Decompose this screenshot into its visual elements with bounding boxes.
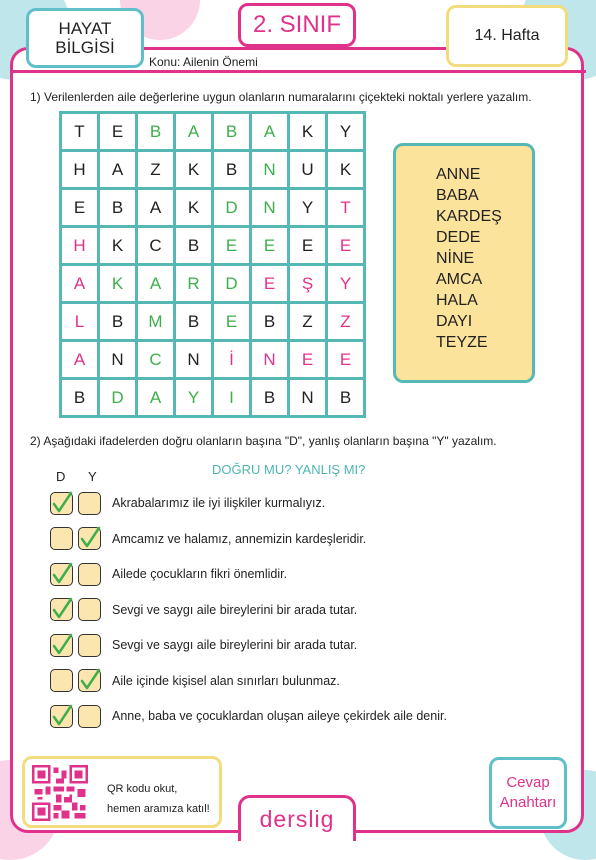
topic-label: Konu: Ailenin Önemi — [149, 55, 258, 69]
checkbox-y[interactable] — [78, 634, 101, 657]
grid-cell: E — [99, 113, 137, 151]
statement-row — [50, 668, 340, 694]
word-list-item: KARDEŞ — [436, 208, 502, 225]
grid-cell: L — [61, 303, 99, 341]
statement-row — [50, 490, 325, 516]
statement-text: Akrabalarımız ile iyi ilişkiler kurmalıyız. — [112, 496, 326, 510]
grid-cell: T — [327, 189, 365, 227]
derslig-logo: derslig — [238, 795, 356, 841]
grid-cell: İ — [213, 341, 251, 379]
grid-cell: D — [213, 189, 251, 227]
grid-cell: N — [175, 341, 213, 379]
statement-row — [50, 632, 357, 658]
grid-cell: B — [61, 379, 99, 417]
grid-cell: K — [175, 189, 213, 227]
grid-cell: K — [99, 227, 137, 265]
qr-code-icon[interactable] — [32, 765, 88, 821]
grid-cell: Y — [175, 379, 213, 417]
checkbox-d[interactable] — [50, 563, 73, 586]
grid-cell: B — [327, 379, 365, 417]
grid-cell: E — [289, 341, 327, 379]
checkbox-y[interactable] — [78, 669, 101, 692]
week-label: 14. Hafta — [474, 27, 540, 44]
grid-cell: B — [175, 303, 213, 341]
grid-cell: A — [99, 151, 137, 189]
grid-cell: C — [137, 341, 175, 379]
word-list-item: NİNE — [436, 250, 475, 267]
word-list-item: DEDE — [436, 229, 481, 246]
grid-cell: A — [175, 113, 213, 151]
grid-cell: R — [175, 265, 213, 303]
question1-text: 1) Verilenlerden aile değerlerine uygun olanların numaralarını çiçekteki noktalı yerlere yazalım. — [30, 90, 532, 104]
grid-row — [61, 227, 365, 265]
grid-cell: B — [213, 113, 251, 151]
qr-box — [22, 756, 222, 828]
grid-cell: H — [61, 151, 99, 189]
grid-cell: D — [99, 379, 137, 417]
grid-cell: B — [213, 151, 251, 189]
subject-line2: BİLGİSİ — [55, 38, 115, 57]
grid-cell: A — [137, 265, 175, 303]
word-list-item: TEYZE — [436, 334, 488, 351]
grid-cell: K — [327, 151, 365, 189]
checkbox-y[interactable] — [78, 527, 101, 550]
grid-cell: K — [289, 113, 327, 151]
grid-cell: U — [289, 151, 327, 189]
grid-cell: E — [327, 341, 365, 379]
grid-row — [61, 113, 365, 151]
grid-cell: D — [213, 265, 251, 303]
grid-cell: K — [99, 265, 137, 303]
statement-text: Sevgi ve saygı aile bireylerini bir arada tutar. — [112, 602, 358, 617]
grid-cell: B — [137, 113, 175, 151]
grid-cell: N — [251, 189, 289, 227]
qr-text-line1: QR kodu okut, — [107, 783, 178, 795]
word-list-box — [393, 143, 535, 383]
statement-text: Amcamız ve halamız, annemizin kardeşleridir. — [112, 531, 367, 546]
checkbox-d[interactable] — [50, 598, 73, 621]
subject-box — [26, 8, 144, 68]
header-divider — [10, 70, 586, 73]
statement-text: Aile içinde kişisel alan sınırları bulunmaz. — [112, 673, 340, 688]
grid-cell: C — [137, 227, 175, 265]
grid-cell: Z — [137, 151, 175, 189]
statement-row — [50, 526, 366, 552]
grid-cell: Ş — [289, 265, 327, 303]
grid-cell: N — [251, 341, 289, 379]
word-list-item: AMCA — [436, 271, 483, 288]
column-d-label: D — [56, 469, 66, 484]
column-y-label: Y — [88, 469, 97, 484]
checkbox-y[interactable] — [78, 598, 101, 621]
grid-cell: T — [61, 113, 99, 151]
grid-cell: A — [137, 189, 175, 227]
grid-row — [61, 341, 365, 379]
grid-row — [61, 303, 365, 341]
statement-row — [50, 597, 357, 623]
grid-cell: Y — [289, 189, 327, 227]
grid-cell: E — [213, 227, 251, 265]
word-search-grid — [59, 111, 366, 418]
subject-line1: HAYAT — [58, 19, 112, 38]
grid-cell: A — [61, 341, 99, 379]
grid-cell: N — [251, 151, 289, 189]
grid-cell: N — [99, 341, 137, 379]
checkbox-d[interactable] — [50, 634, 73, 657]
checkbox-y[interactable] — [78, 492, 101, 515]
grid-row — [61, 265, 365, 303]
statement-text: Anne, baba ve çocuklardan oluşan aileye çekirdek aile denir. — [112, 709, 447, 723]
grid-cell: E — [251, 227, 289, 265]
answer-key-line2: Anahtarı — [499, 794, 557, 811]
grid-cell: B — [251, 303, 289, 341]
grid-cell: Z — [289, 303, 327, 341]
checkbox-d[interactable] — [50, 669, 73, 692]
grid-cell: E — [213, 303, 251, 341]
grid-cell: K — [175, 151, 213, 189]
grid-cell: H — [61, 227, 99, 265]
answer-key-line1: Cevap — [506, 774, 550, 791]
word-list-item: ANNE — [436, 166, 481, 183]
grid-cell: E — [327, 227, 365, 265]
grid-cell: I — [213, 379, 251, 417]
word-list-item: BABA — [436, 187, 479, 204]
grid-cell: B — [251, 379, 289, 417]
grid-cell: A — [251, 113, 289, 151]
qr-text-line2: hemen aramıza katıl! — [107, 803, 210, 815]
grid-cell: N — [289, 379, 327, 417]
grid-cell: E — [289, 227, 327, 265]
question2-title: DOĞRU MU? YANLIŞ MI? — [212, 462, 366, 477]
grid-cell: A — [61, 265, 99, 303]
grid-cell: B — [175, 227, 213, 265]
statement-row — [50, 561, 287, 587]
grade-label: 2. SINIF — [252, 11, 342, 38]
grid-row — [61, 379, 365, 417]
grid-cell: Y — [327, 265, 365, 303]
grid-cell: B — [99, 303, 137, 341]
grid-row — [61, 189, 365, 227]
statement-row — [50, 703, 447, 729]
qr-text — [107, 779, 210, 819]
checkbox-y[interactable] — [78, 705, 101, 728]
grid-cell: Z — [327, 303, 365, 341]
week-box — [446, 5, 568, 67]
statement-text: Sevgi ve saygı aile bireylerini bir arada tutar. — [112, 638, 358, 652]
statement-text: Ailede çocukların fikri önemlidir. — [112, 567, 288, 581]
grid-cell: Y — [327, 113, 365, 151]
word-list-item: HALA — [436, 292, 478, 309]
word-list-item: DAYI — [436, 313, 473, 330]
checkbox-d[interactable] — [50, 527, 73, 550]
grid-cell: E — [251, 265, 289, 303]
grid-row — [61, 151, 365, 189]
answer-key-badge[interactable] — [489, 757, 567, 829]
grade-box — [238, 3, 356, 47]
grid-cell: M — [137, 303, 175, 341]
question2-text: 2) Aşağıdaki ifadelerden doğru olanların başına "D", yanlış olanların başına "Y" yazalım. — [30, 434, 497, 448]
grid-cell: A — [137, 379, 175, 417]
checkbox-y[interactable] — [78, 563, 101, 586]
grid-cell: E — [61, 189, 99, 227]
checkbox-d[interactable] — [50, 492, 73, 515]
checkbox-d[interactable] — [50, 705, 73, 728]
grid-cell: B — [99, 189, 137, 227]
